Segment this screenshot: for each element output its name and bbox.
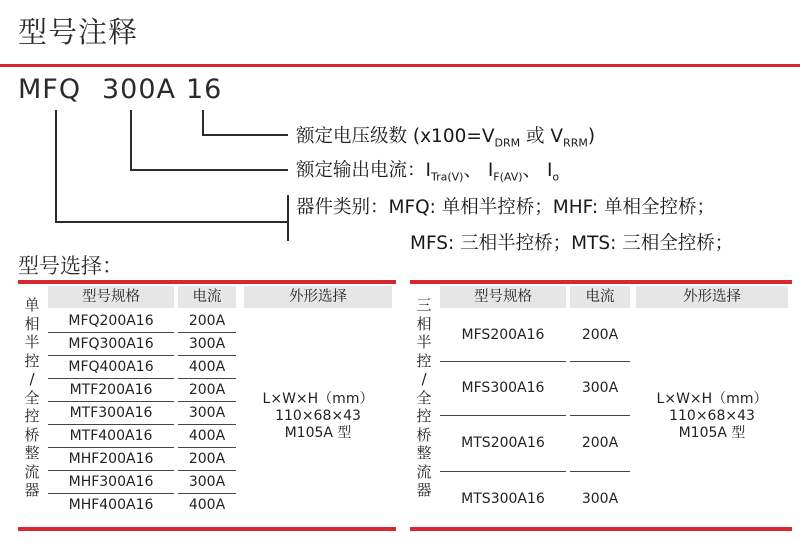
table-row: MTF400A16 400A bbox=[48, 425, 236, 448]
model-code-part1: MFQ bbox=[18, 74, 82, 105]
table-left-header-shape: 外形选择 bbox=[244, 286, 392, 308]
table-row: MHF400A16 400A bbox=[68, 497, 226, 513]
table-left-header-current: 电流 bbox=[178, 286, 236, 308]
table-left-body bbox=[48, 310, 236, 516]
page-title: 型号注释 bbox=[18, 15, 139, 49]
table-right-topbar bbox=[410, 280, 792, 284]
table-left-header-model: 型号规格 bbox=[48, 286, 174, 308]
section-title-selection: 型号选择： bbox=[18, 254, 123, 278]
table-row: MHF300A16 300A bbox=[48, 471, 236, 494]
table-row: MTS300A16 300A bbox=[461, 491, 619, 507]
table-left-bottombar bbox=[18, 527, 396, 531]
annotation-voltage: 额定电压级数 ($x100=V_{DRM}$ 或 $V_{RRM}$) bbox=[296, 126, 596, 150]
table-row: MHF200A16 200A bbox=[48, 448, 236, 471]
table-left-shape-info: L×W×H（mm） 110×68×43 M105A 型 bbox=[262, 391, 374, 441]
table-right-bottombar bbox=[410, 527, 792, 531]
annotation-device-type: 器件类别：MFQ: 单相半控桥；MHF: 单相全控桥； bbox=[296, 197, 715, 218]
table-row: MFS300A16 300A bbox=[440, 362, 630, 416]
model-code-part2: 300A bbox=[102, 74, 177, 105]
table-right-shape-info: L×W×H（mm） 110×68×43 M105A 型 bbox=[656, 391, 768, 441]
table-right-header-shape: 外形选择 bbox=[636, 286, 788, 308]
table-row: MFQ400A16 400A bbox=[48, 356, 236, 379]
table-row: MFS200A16 200A bbox=[440, 310, 630, 362]
table-row: MFQ200A16 200A bbox=[48, 310, 236, 333]
title-divider bbox=[0, 64, 800, 67]
table-right-body bbox=[440, 310, 630, 527]
table-row: MTS200A16 200A bbox=[440, 416, 630, 472]
table-right-header-current: 电流 bbox=[570, 286, 630, 308]
table-left-topbar bbox=[18, 280, 396, 284]
table-row: MTF200A16 200A bbox=[48, 379, 236, 402]
annotation-current: 额定输出电流：$I_{Tra(V)}$、 $I_{F(AV)}$、 $I_o$ bbox=[296, 160, 560, 184]
annotation-device-type-cont: MFS: 三相半控桥；MTS: 三相全控桥； bbox=[410, 233, 734, 254]
table-right-header-model: 型号规格 bbox=[440, 286, 566, 308]
table-row: MTF300A16 300A bbox=[48, 402, 236, 425]
table-row: MFQ300A16 300A bbox=[48, 333, 236, 356]
table-right-side-label: 三 相 半 控 / 全 控 桥 整 流 器 bbox=[416, 296, 432, 499]
model-code-part3: 16 bbox=[186, 74, 223, 105]
table-left-side-label: 单 相 半 控 / 全 控 桥 整 流 器 bbox=[24, 296, 40, 499]
